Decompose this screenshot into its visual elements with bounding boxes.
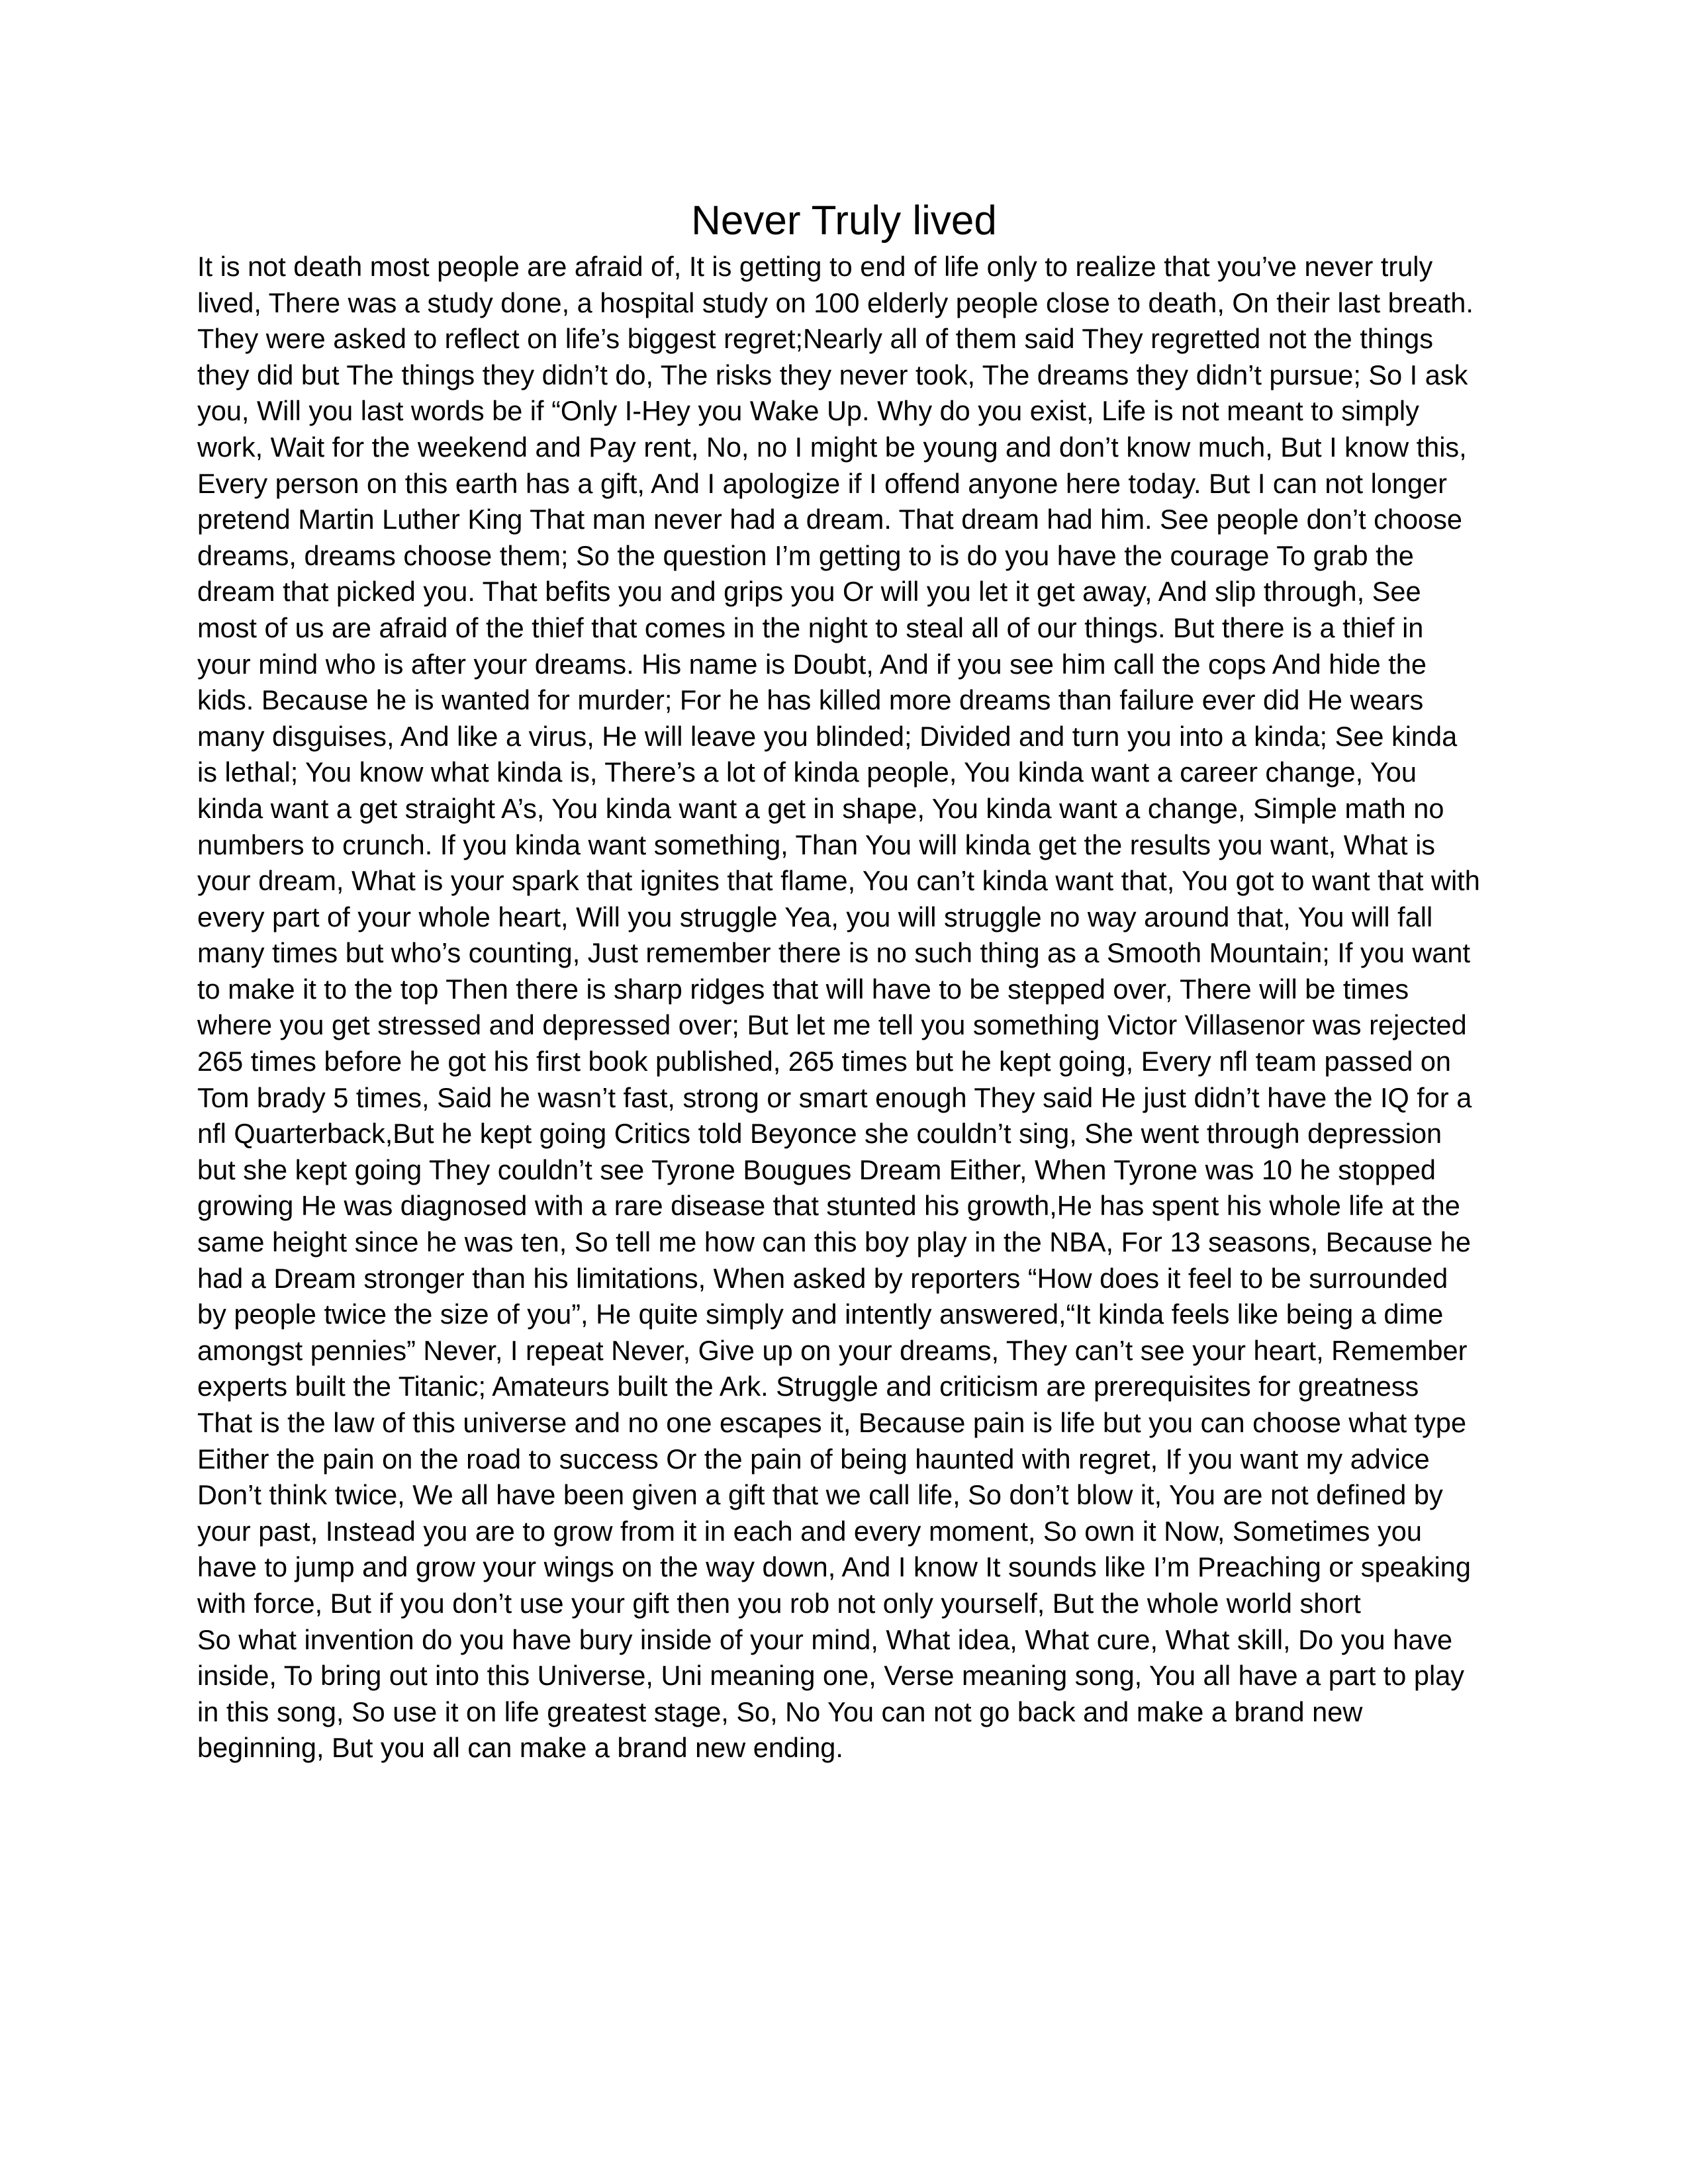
body-line: They were asked to reflect on life’s biggest regret;Nearly all of them said They regretted not the things [197,323,1433,355]
body-line: beginning, But you all can make a brand new ending. [197,1732,843,1764]
body-line: Tom brady 5 times, Said he wasn’t fast, strong or smart enough They said He just didn’t have the IQ for a [197,1081,1472,1113]
body-line: amongst pennies” Never, I repeat Never, Give up on your dreams, They can’t see your heart, Remember [197,1334,1468,1366]
body-line: So what invention do you have bury inside of your mind, What idea, What cure, What skill, Do you have [197,1623,1453,1655]
body-line: dreams, dreams choose them; So the question I’m getting to is do you have the courage To grab the [197,539,1414,571]
body-line: 265 times before he got his first book published, 265 times but he kept going, Every nfl team passed on [197,1046,1451,1077]
body-line: they did but The things they didn’t do, The risks they never took, The dreams they didn’t pursue; So I ask [197,359,1468,390]
body-line: dream that picked you. That befits you and grips you Or will you let it get away, And slip through, See [197,576,1421,608]
body-line: is lethal; You know what kinda is, There’s a lot of kinda people, You kinda want a career change, You [197,756,1417,788]
body-line: Either the pain on the road to success Or the pain of being haunted with regret, If you want my advice [197,1443,1430,1475]
body-line: every part of your whole heart, Will you struggle Yea, you will struggle no way around that, You will fall [197,901,1433,933]
body-line: your dream, What is your spark that ignites that flame, You can’t kinda want that, You got to want that with [197,865,1480,897]
body-line: That is the law of this universe and no one escapes it, Because pain is life but you can choose what type [197,1407,1467,1438]
body-line: pretend Martin Luther King That man never had a dream. That dream had him. See people don’t choose [197,504,1462,535]
body-line: nfl Quarterback,But he kept going Critics told Beyonce she couldn’t sing, She went through depression [197,1118,1442,1150]
body-line: Every person on this earth has a gift, And I apologize if I offend anyone here today. But I can not longer [197,467,1447,499]
document-body [197,249,1495,1766]
body-line: where you get stressed and depressed over; But let me tell you something Victor Villasenor was rejected [197,1009,1467,1041]
body-line: many times but who’s counting, Just remember there is no such thing as a Smooth Mountain; If you want [197,937,1471,969]
body-line: in this song, So use it on life greatest stage, So, No You can not go back and make a brand new [197,1696,1363,1727]
body-line: your mind who is after your dreams. His name is Doubt, And if you see him call the cops And hide the [197,648,1427,680]
body-line: work, Wait for the weekend and Pay rent, No, no I might be young and don’t know much, But I know this, [197,431,1467,463]
body-line: most of us are afraid of the thief that comes in the night to steal all of our things. But there is a thief in [197,612,1424,643]
body-line: with force, But if you don’t use your gift then you rob not only yourself, But the whole world short [197,1587,1361,1619]
body-line: kinda want a get straight A’s, You kinda want a get in shape, You kinda want a change, Simple math no [197,792,1444,824]
body-line: had a Dream stronger than his limitations, When asked by reporters “How does it feel to be surrounded [197,1262,1448,1294]
body-line: have to jump and grow your wings on the way down, And I know It sounds like I’m Preaching or speaking [197,1551,1471,1583]
body-line: It is not death most people are afraid of, It is getting to end of life only to realize that you’ve never truly [197,251,1433,282]
body-line: experts built the Titanic; Amateurs built the Ark. Struggle and criticism are prerequisites for greatness [197,1371,1419,1402]
body-line: by people twice the size of you”, He quite simply and intently answered,“It kinda feels like being a dime [197,1298,1444,1330]
body-line: numbers to crunch. If you kinda want something, Than You will kinda get the results you want, What is [197,829,1436,860]
body-line: inside, To bring out into this Universe, Uni meaning one, Verse meaning song, You all have a part to play [197,1660,1465,1692]
body-line: but she kept going They couldn’t see Tyrone Bougues Dream Either, When Tyrone was 10 he stopped [197,1154,1436,1185]
body-line: many disguises, And like a virus, He will leave you blinded; Divided and turn you into a kinda; See kinda [197,720,1458,752]
body-line: lived, There was a study done, a hospital study on 100 elderly people close to death, On their last breath. [197,287,1474,318]
body-line: Don’t think twice, We all have been given a gift that we call life, So don’t blow it, You are not defined by [197,1479,1443,1511]
body-line: you, Will you last words be if “Only I-Hey you Wake Up. Why do you exist, Life is not meant to simply [197,395,1419,427]
body-line: to make it to the top Then there is sharp ridges that will have to be stepped over, There will be times [197,973,1409,1005]
body-line: kids. Because he is wanted for murder; For he has killed more dreams than failure ever did He wears [197,684,1424,716]
body-line: same height since he was ten, So tell me how can this boy play in the NBA, For 13 seasons, Because he [197,1226,1471,1258]
body-line: growing He was diagnosed with a rare disease that stunted his growth,He has spent his whole life at the [197,1190,1460,1222]
body-line: your past, Instead you are to grow from it in each and every moment, So own it Now, Sometimes you [197,1515,1422,1547]
document-title: Never Truly lived [691,198,997,244]
